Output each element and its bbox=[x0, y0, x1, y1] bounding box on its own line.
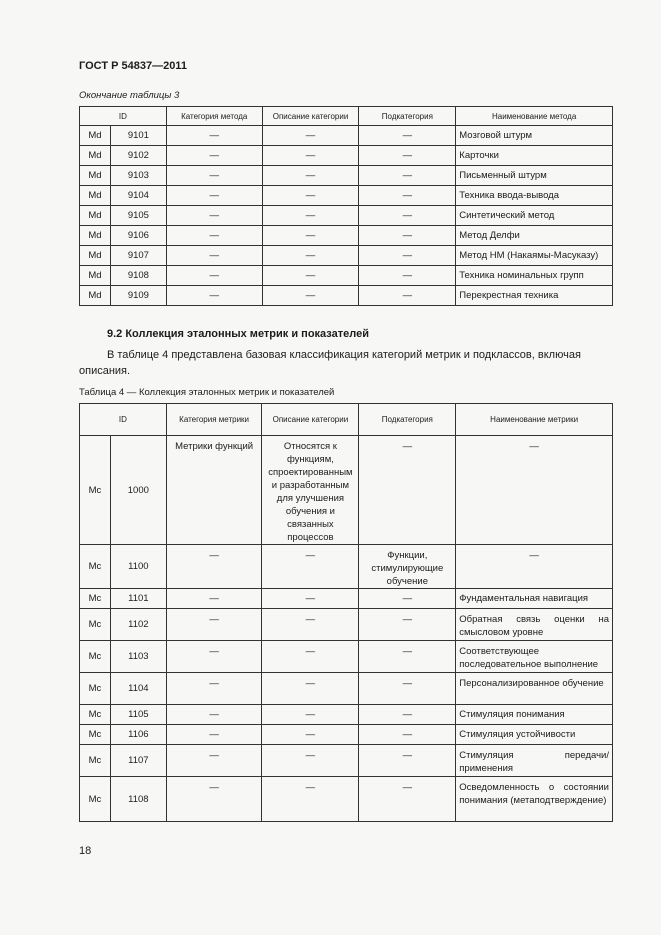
row-category: — bbox=[166, 705, 262, 725]
row-prefix: Mc bbox=[80, 673, 111, 705]
row-method-name: Техника номинальных групп bbox=[456, 266, 613, 286]
row-subcategory: — bbox=[359, 246, 456, 266]
table-row bbox=[80, 436, 613, 545]
row-description: — bbox=[262, 166, 359, 186]
row-subcategory: — bbox=[359, 705, 456, 725]
row-description: — bbox=[262, 186, 359, 206]
table4-header-category: Категория метрики bbox=[166, 404, 262, 436]
table-row bbox=[80, 166, 613, 186]
row-id: 1100 bbox=[110, 545, 166, 589]
row-category: — bbox=[166, 725, 262, 745]
row-prefix: Mc bbox=[80, 777, 111, 822]
row-method-name: Метод НМ (Накаямы-Масуказу) bbox=[456, 246, 613, 266]
table3 bbox=[79, 106, 613, 306]
row-subcategory: — bbox=[359, 609, 456, 641]
row-subcategory: Функции, стимулирующие обучение bbox=[359, 545, 456, 589]
row-prefix: Mc bbox=[80, 609, 111, 641]
row-method-name: Техника ввода-вывода bbox=[456, 186, 613, 206]
row-id: 9106 bbox=[110, 226, 166, 246]
table4-header-id: ID bbox=[80, 404, 167, 436]
row-prefix: Mc bbox=[80, 545, 111, 589]
row-id: 9103 bbox=[110, 166, 166, 186]
row-subcategory: — bbox=[359, 641, 456, 673]
row-category: — bbox=[166, 589, 262, 609]
row-prefix: Md bbox=[80, 126, 111, 146]
row-description: — bbox=[262, 725, 359, 745]
row-category: — bbox=[166, 641, 262, 673]
row-subcategory: — bbox=[359, 436, 456, 545]
row-subcategory: — bbox=[359, 286, 456, 306]
row-description: — bbox=[262, 609, 359, 641]
row-subcategory: — bbox=[359, 206, 456, 226]
row-metric-name: Стимуляция понимания bbox=[456, 705, 613, 725]
row-prefix: Md bbox=[80, 146, 111, 166]
table-row bbox=[80, 777, 613, 822]
row-id: 9102 bbox=[110, 146, 166, 166]
row-prefix: Md bbox=[80, 206, 111, 226]
row-prefix: Md bbox=[80, 266, 111, 286]
table4-header-name: Наименование метрики bbox=[456, 404, 613, 436]
row-description: — bbox=[262, 705, 359, 725]
page-number: 18 bbox=[79, 845, 92, 857]
section-title: 9.2 Коллекция эталонных метрик и показателей bbox=[107, 328, 369, 340]
table3-header-description: Описание категории bbox=[262, 107, 359, 126]
table3-caption: Окончание таблицы 3 bbox=[79, 90, 180, 101]
row-metric-name: Осведомленность о состоянии понимания (метаподтверждение) bbox=[456, 777, 613, 822]
table3-header-category: Категория метода bbox=[166, 107, 262, 126]
table-row bbox=[80, 266, 613, 286]
table-row bbox=[80, 206, 613, 226]
table-row bbox=[80, 246, 613, 266]
row-category: — bbox=[166, 206, 262, 226]
table-row bbox=[80, 705, 613, 725]
row-description: — bbox=[262, 777, 359, 822]
table-row bbox=[80, 725, 613, 745]
row-prefix: Mc bbox=[80, 641, 111, 673]
table-row bbox=[80, 146, 613, 166]
row-category: — bbox=[166, 266, 262, 286]
row-description: — bbox=[262, 589, 359, 609]
row-method-name: Мозговой штурм bbox=[456, 126, 613, 146]
row-subcategory: — bbox=[359, 226, 456, 246]
row-metric-name: Персонализированное обучение bbox=[456, 673, 613, 705]
row-description: — bbox=[262, 641, 359, 673]
row-subcategory: — bbox=[359, 146, 456, 166]
row-prefix: Md bbox=[80, 186, 111, 206]
row-id: 1000 bbox=[110, 436, 166, 545]
row-prefix: Mc bbox=[80, 436, 111, 545]
table4-header-row bbox=[80, 404, 613, 436]
table3-header-subcategory: Подкатегория bbox=[359, 107, 456, 126]
row-description: — bbox=[262, 745, 359, 777]
row-subcategory: — bbox=[359, 725, 456, 745]
row-prefix: Mc bbox=[80, 725, 111, 745]
row-prefix: Mc bbox=[80, 589, 111, 609]
row-id: 9101 bbox=[110, 126, 166, 146]
row-subcategory: — bbox=[359, 589, 456, 609]
row-category: — bbox=[166, 609, 262, 641]
row-id: 1108 bbox=[110, 777, 166, 822]
row-category: — bbox=[166, 126, 262, 146]
row-method-name: Письменный штурм bbox=[456, 166, 613, 186]
table-row bbox=[80, 126, 613, 146]
table4-caption: Таблица 4 — Коллекция эталонных метрик и показателей bbox=[79, 387, 335, 398]
row-id: 1105 bbox=[110, 705, 166, 725]
row-metric-name: Соответствующее последовательное выполнение bbox=[456, 641, 613, 673]
table-row bbox=[80, 589, 613, 609]
row-id: 9109 bbox=[110, 286, 166, 306]
row-description: — bbox=[262, 673, 359, 705]
row-description: — bbox=[262, 146, 359, 166]
row-category: — bbox=[166, 286, 262, 306]
row-description: — bbox=[262, 266, 359, 286]
row-id: 9108 bbox=[110, 266, 166, 286]
row-description: — bbox=[262, 226, 359, 246]
table3-header-id: ID bbox=[80, 107, 167, 126]
row-prefix: Md bbox=[80, 246, 111, 266]
row-description: — bbox=[262, 286, 359, 306]
row-category: — bbox=[166, 745, 262, 777]
table-row bbox=[80, 609, 613, 641]
section-paragraph: В таблице 4 представлена базовая классификация категорий метрик и подклассов, включая описания. bbox=[79, 349, 581, 377]
table3-header-name: Наименование метода bbox=[456, 107, 613, 126]
row-method-name: Карточки bbox=[456, 146, 613, 166]
table-row bbox=[80, 745, 613, 777]
row-category: — bbox=[166, 246, 262, 266]
row-description: — bbox=[262, 545, 359, 589]
table3-header-row bbox=[80, 107, 613, 126]
row-id: 1106 bbox=[110, 725, 166, 745]
row-id: 1107 bbox=[110, 745, 166, 777]
row-category: — bbox=[166, 673, 262, 705]
row-id: 1103 bbox=[110, 641, 166, 673]
row-method-name: Перекрестная техника bbox=[456, 286, 613, 306]
row-prefix: Mc bbox=[80, 705, 111, 725]
row-metric-name: Стимуляция устойчивости bbox=[456, 725, 613, 745]
table-row bbox=[80, 545, 613, 589]
row-id: 9105 bbox=[110, 206, 166, 226]
row-category: — bbox=[166, 166, 262, 186]
row-subcategory: — bbox=[359, 745, 456, 777]
row-description: — bbox=[262, 206, 359, 226]
row-subcategory: — bbox=[359, 266, 456, 286]
row-category: — bbox=[166, 545, 262, 589]
table-row bbox=[80, 286, 613, 306]
row-subcategory: — bbox=[359, 186, 456, 206]
row-metric-name: — bbox=[456, 436, 613, 545]
row-subcategory: — bbox=[359, 777, 456, 822]
row-metric-name: Стимуляция передачи/применения bbox=[456, 745, 613, 777]
row-id: 1101 bbox=[110, 589, 166, 609]
document-header: ГОСТ Р 54837—2011 bbox=[79, 60, 187, 72]
table4 bbox=[79, 403, 613, 822]
row-subcategory: — bbox=[359, 166, 456, 186]
table-row bbox=[80, 673, 613, 705]
row-metric-name: Обратная связь оценки на смысловом уровне bbox=[456, 609, 613, 641]
row-category: — bbox=[166, 146, 262, 166]
row-subcategory: — bbox=[359, 673, 456, 705]
row-id: 9104 bbox=[110, 186, 166, 206]
row-category: — bbox=[166, 777, 262, 822]
row-prefix: Mc bbox=[80, 745, 111, 777]
row-description: Относятся к функциям, спроектированным и разработанным для улучшения обучения и связанных процессов bbox=[262, 436, 359, 545]
row-description: — bbox=[262, 126, 359, 146]
table4-header-description: Описание категории bbox=[262, 404, 359, 436]
table-row bbox=[80, 226, 613, 246]
row-category: Метрики функций bbox=[166, 436, 262, 545]
row-id: 1102 bbox=[110, 609, 166, 641]
row-description: — bbox=[262, 246, 359, 266]
row-method-name: Метод Делфи bbox=[456, 226, 613, 246]
row-prefix: Md bbox=[80, 286, 111, 306]
row-metric-name: — bbox=[456, 545, 613, 589]
row-subcategory: — bbox=[359, 126, 456, 146]
row-category: — bbox=[166, 186, 262, 206]
row-category: — bbox=[166, 226, 262, 246]
table4-header-subcategory: Подкатегория bbox=[359, 404, 456, 436]
row-prefix: Md bbox=[80, 166, 111, 186]
row-id: 9107 bbox=[110, 246, 166, 266]
row-id: 1104 bbox=[110, 673, 166, 705]
table-row bbox=[80, 186, 613, 206]
row-metric-name: Фундаментальная навигация bbox=[456, 589, 613, 609]
table-row bbox=[80, 641, 613, 673]
row-prefix: Md bbox=[80, 226, 111, 246]
row-method-name: Синтетический метод bbox=[456, 206, 613, 226]
